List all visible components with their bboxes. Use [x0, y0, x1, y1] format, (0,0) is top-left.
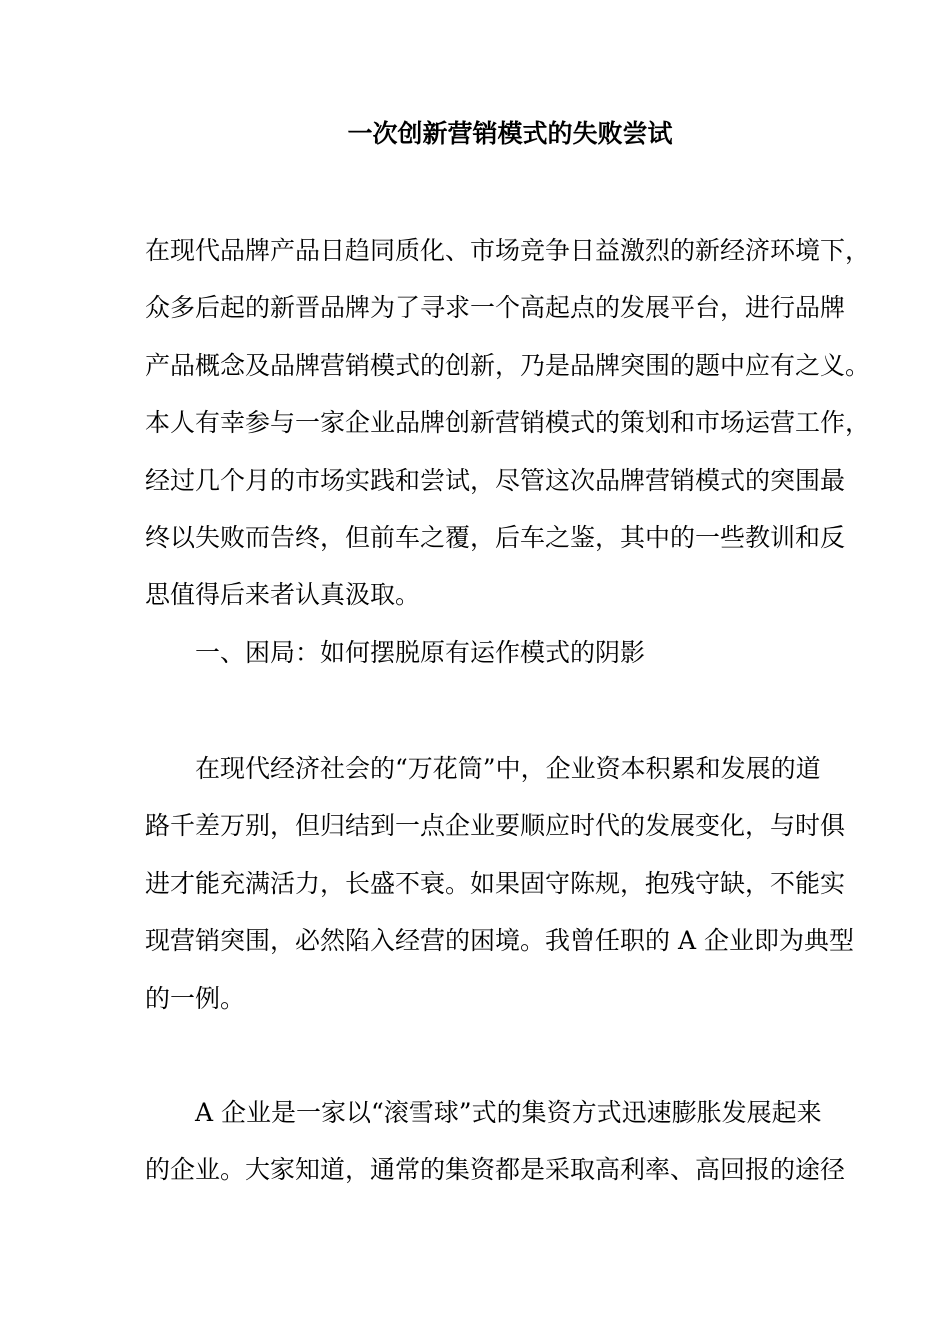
- body-paragraph: [145, 740, 865, 1027]
- paragraph-line: 在现代经济社会的“万花筒”中，企业资本积累和发展的道: [195, 754, 821, 783]
- section-heading-text: 一、困局：如何摆脱原有运作模式的阴影: [195, 638, 646, 667]
- paragraph-line: 路千差万别，但归结到一点企业要顺应时代的发展变化，与时俱: [145, 811, 846, 841]
- paragraph-line: 现营销突围，必然陷入经营的困境。我曾任职的 A 企业即为典型: [145, 926, 854, 956]
- paragraph-line: 的一例。: [145, 983, 246, 1013]
- paragraph-line: 进才能充满活力，长盛不衰。如果固守陈规，抱残守缺，不能实: [145, 868, 846, 898]
- paragraph-line: 经过几个月的市场实践和尝试，尽管这次品牌营销模式的突围最: [145, 465, 846, 495]
- paragraph-line: 在现代品牌产品日趋同质化、市场竞争日益激烈的新经济环境下，: [145, 236, 871, 265]
- paragraph-line: 众多后起的新晋品牌为了寻求一个高起点的发展平台，进行品牌: [145, 293, 846, 323]
- section-heading: [145, 624, 865, 681]
- body-paragraph: [145, 1084, 865, 1199]
- intro-paragraph: [145, 222, 871, 624]
- paragraph-line: A 企业是一家以“滚雪球”式的集资方式迅速膨胀发展起来: [195, 1098, 822, 1127]
- document-title: 一次创新营销模式的失败尝试: [347, 119, 673, 148]
- paragraph-line: 思值得后来者认真汲取。: [145, 580, 421, 610]
- paragraph-line: 终以失败而告终，但前车之覆，后车之鉴，其中的一些教训和反: [145, 522, 846, 552]
- paragraph-line: 本人有幸参与一家企业品牌创新营销模式的策划和市场运营工作，: [145, 408, 871, 438]
- paragraph-line: 产品概念及品牌营销模式的创新，乃是品牌突围的题中应有之义。: [145, 350, 871, 380]
- paragraph-line: 的企业。大家知道，通常的集资都是采取高利率、高回报的途径: [145, 1155, 846, 1185]
